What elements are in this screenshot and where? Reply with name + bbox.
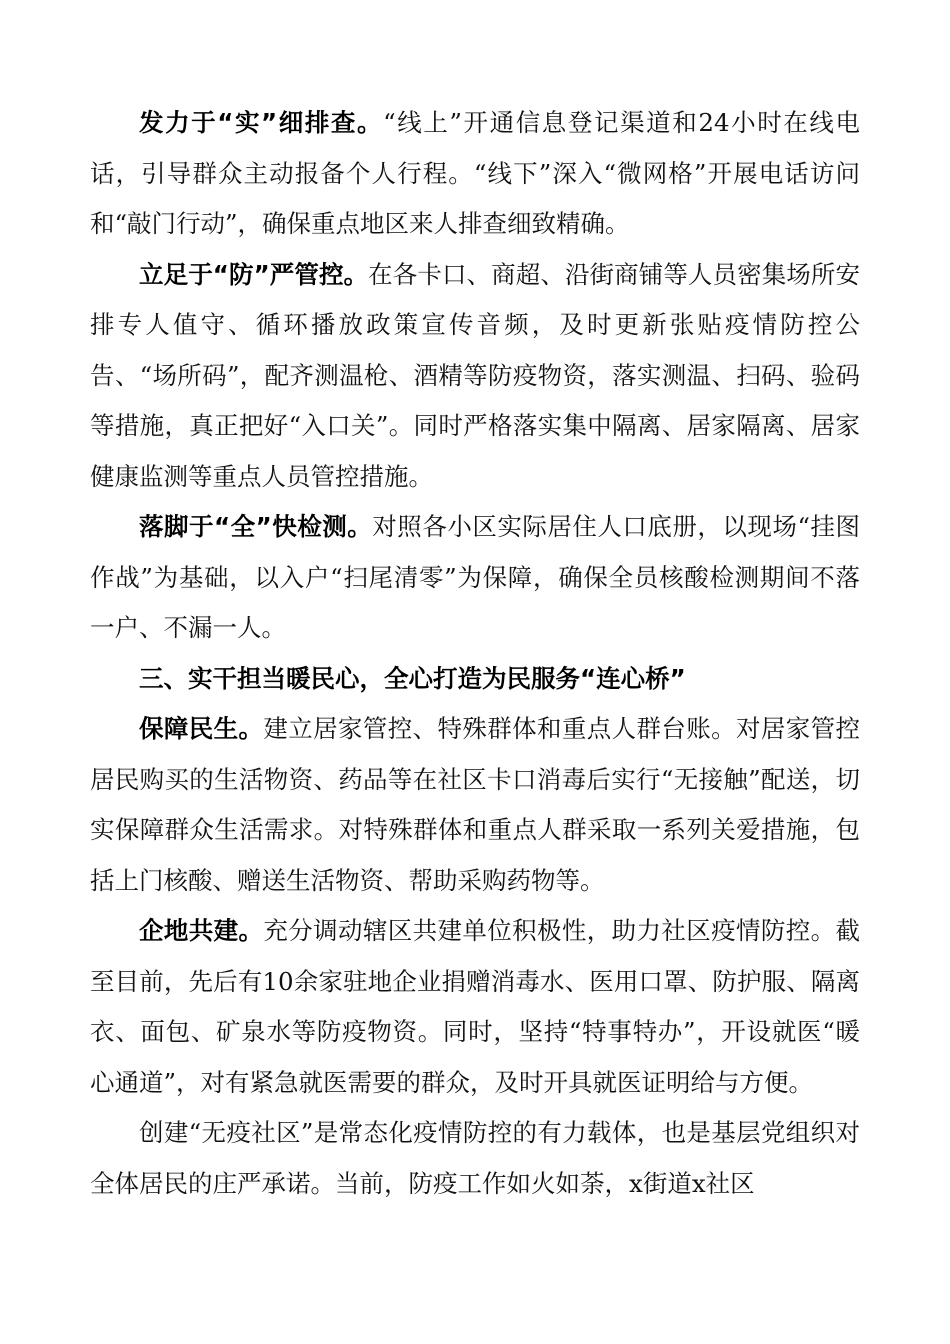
paragraph-detailed-screening bbox=[90, 98, 860, 250]
paragraph-lead: 企地共建。 bbox=[139, 916, 264, 945]
paragraph-strict-control bbox=[90, 250, 860, 503]
paragraph-fast-testing bbox=[90, 502, 860, 654]
paragraph-closing bbox=[90, 1108, 860, 1209]
paragraph-livelihood bbox=[90, 704, 860, 906]
paragraph-text: “线上”开通信息登记渠道和24小时在线电话，引导群众主动报备个人行程。“线下”深入“微网格”开展电话访问和“敲门行动”，确保重点地区来人排查细致精确。 bbox=[90, 108, 860, 238]
paragraph-lead: 发力于“实”细排查。 bbox=[139, 108, 384, 137]
paragraph-lead: 保障民生。 bbox=[139, 714, 264, 743]
paragraph-lead: 落脚于“全”快检测。 bbox=[139, 512, 373, 541]
document-page bbox=[90, 98, 860, 1209]
paragraph-text: 在各卡口、商超、沿街商铺等人员密集场所安排专人值守、循环播放政策宣传音频，及时更新张贴疫情防控公告、“场所码”，配齐测温枪、酒精等防疫物资，落实测温、扫码、验码等措施，真正把好“入口关”。同时严格落实集中隔离、居家隔离、居家健康监测等重点人员管控措施。 bbox=[90, 259, 860, 491]
paragraph-text: 充分调动辖区共建单位积极性，助力社区疫情防控。截至目前，先后有10余家驻地企业捐赠消毒水、医用口罩、防护服、隔离衣、面包、矿泉水等防疫物资。同时，坚持“特事特办”，开设就医“暖心通道”，对有紧急就医需要的群众，及时开具就医证明给与方便。 bbox=[90, 916, 860, 1097]
paragraph-text: 建立居家管控、特殊群体和重点人群台账。对居家管控居民购买的生活物资、药品等在社区卡口消毒后实行“无接触”配送，切实保障群众生活需求。对特殊群体和重点人群采取一系列关爱措施，包括上门核酸、赠送生活物资、帮助采购药物等。 bbox=[90, 714, 860, 895]
paragraph-joint-construction bbox=[90, 906, 860, 1108]
paragraph-text: 对照各小区实际居住人口底册，以现场“挂图作战”为基础，以入户“扫尾清零”为保障，确保全员核酸检测期间不落一户、不漏一人。 bbox=[90, 512, 860, 642]
paragraph-text: 创建“无疫社区”是常态化疫情防控的有力载体，也是基层党组织对全体居民的庄严承诺。当前，防疫工作如火如荼，x街道x社区 bbox=[90, 1118, 860, 1198]
paragraph-lead: 立足于“防”严管控。 bbox=[139, 259, 369, 289]
section-heading: 三、实干担当暖民心，全心打造为民服务“连心桥” bbox=[139, 663, 686, 693]
